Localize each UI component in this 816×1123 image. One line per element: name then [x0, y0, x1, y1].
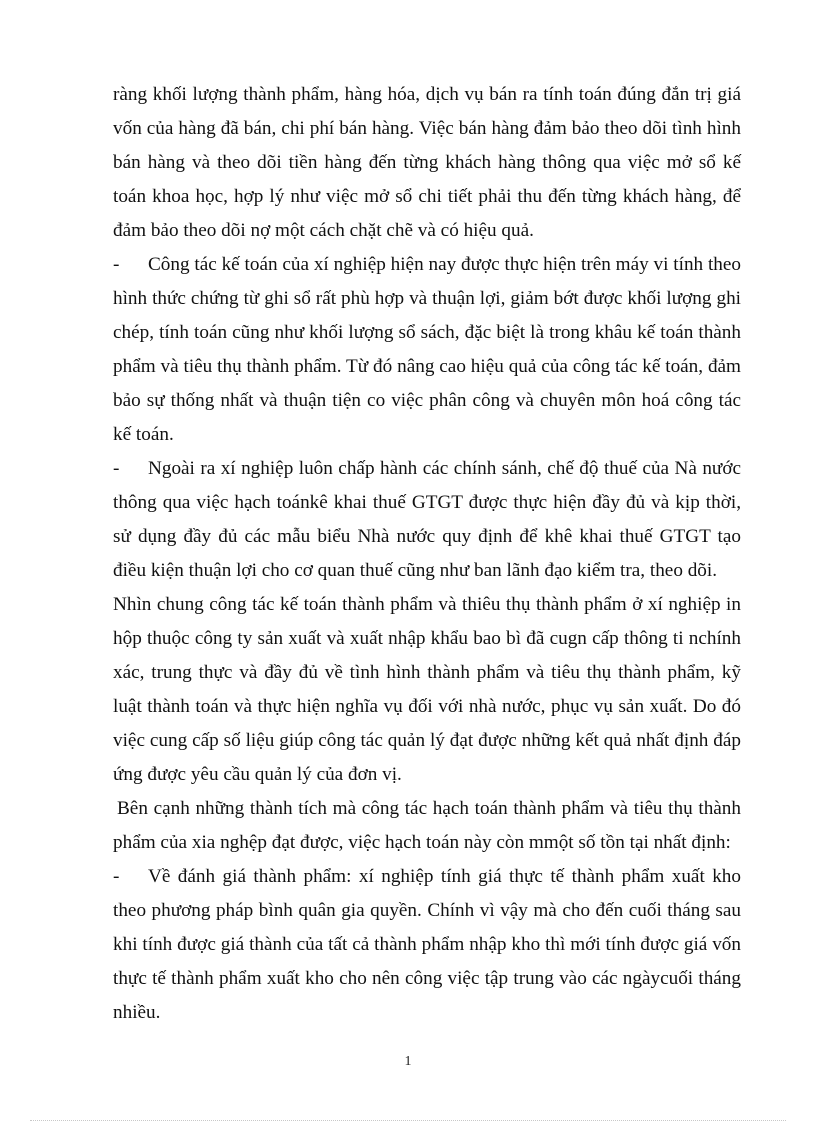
bullet-product-valuation [113, 860, 741, 1030]
bullet-tax-compliance [113, 452, 741, 588]
paragraph-text: Bên cạnh những thành tích mà công tác hạch toán thành phẩm và tiêu thụ thành phẩm của xia nghệp đạt được, việc hạch toán này còn mmột số tồn tại nhất định: [113, 798, 741, 853]
paragraph-text: Về đánh giá thành phẩm: xí nghiệp tính giá thực tế thành phẩm xuất kho theo phương pháp bình quân gia quyền. Chính vì vậy mà cho đến cuối tháng sau khi tính được giá thành của tất cả thành phẩm nhập kho thì mới tính được giá vốn thực tế thành phẩm xuất kho cho nên công việc tập trung vào các ngàycuối tháng nhiều. [113, 866, 741, 1023]
page-number: 1 [404, 1054, 412, 1069]
paragraph-text: Ngoài ra xí nghiệp luôn chấp hành các chính sánh, chế độ thuế của Nà nước thông qua việc hạch toánkê khai thuế GTGT được thực hiện đầy đủ và kịp thời, sử dụng đầy đủ các mẫu biểu Nhà nước quy định để khê khai thuế GTGT tạo điều kiện thuận lợi cho cơ quan thuế cũng như ban lãnh đạo kiểm tra, theo dõi. [113, 458, 741, 581]
dash-bullet: - [113, 866, 120, 887]
page-bottom-divider [30, 1120, 786, 1121]
paragraph-text: Nhìn chung công tác kế toán thành phẩm và thiêu thụ thành phẩm ở xí nghiệp in hộp thuộc công ty sản xuất và xuất nhập khẩu bao bì đã cugn cấp thông ti nchính xác, trung thực và đầy đủ về tình hình thành phẩm và tiêu thụ thành phẩm, kỹ luật thành toán và thực hiện nghĩa vụ đối với nhà nước, phục vụ sản xuất. Do đó việc cung cấp số liệu giúp công tác quản lý đạt được những kết quả nhất định đáp ứng được yêu cầu quản lý của đơn vị. [113, 594, 741, 785]
bullet-accounting-computerized [113, 248, 741, 452]
paragraph-sales-tracking [113, 78, 741, 248]
dash-bullet: - [113, 254, 120, 275]
paragraph-limitations-intro [113, 792, 741, 860]
paragraph-overall-assessment [113, 588, 741, 792]
paragraph-text: ràng khối lượng thành phẩm, hàng hóa, dịch vụ bán ra tính toán đúng đắn trị giá vốn của hàng đã bán, chi phí bán hàng. Việc bán hàng đảm bảo theo dõi tình hình bán hàng và theo dõi tiền hàng đến từng khách hàng thông qua việc mở sổ kế toán khoa học, hợp lý như việc mở sổ chi tiết phải thu đến từng khách hàng, để đảm bảo theo dõi nợ một cách chặt chẽ và có hiệu quả. [113, 84, 741, 241]
document-body [113, 78, 741, 1030]
dash-bullet: - [113, 458, 120, 479]
paragraph-text: Công tác kế toán của xí nghiệp hiện nay được thực hiện trên máy vi tính theo hình thức chứng từ ghi sổ rất phù hợp và thuận lợi, giảm bớt được khối lượng ghi chép, tính toán cũng như khối lượng sổ sách, đặc biệt là trong khâu kế toán thành phẩm và tiêu thụ thành phẩm. Từ đó nâng cao hiệu quả của công tác kế toán, đảm bảo sự thống nhất và thuận tiện co việc phân công và chuyên môn hoá công tác kế toán. [113, 254, 741, 445]
